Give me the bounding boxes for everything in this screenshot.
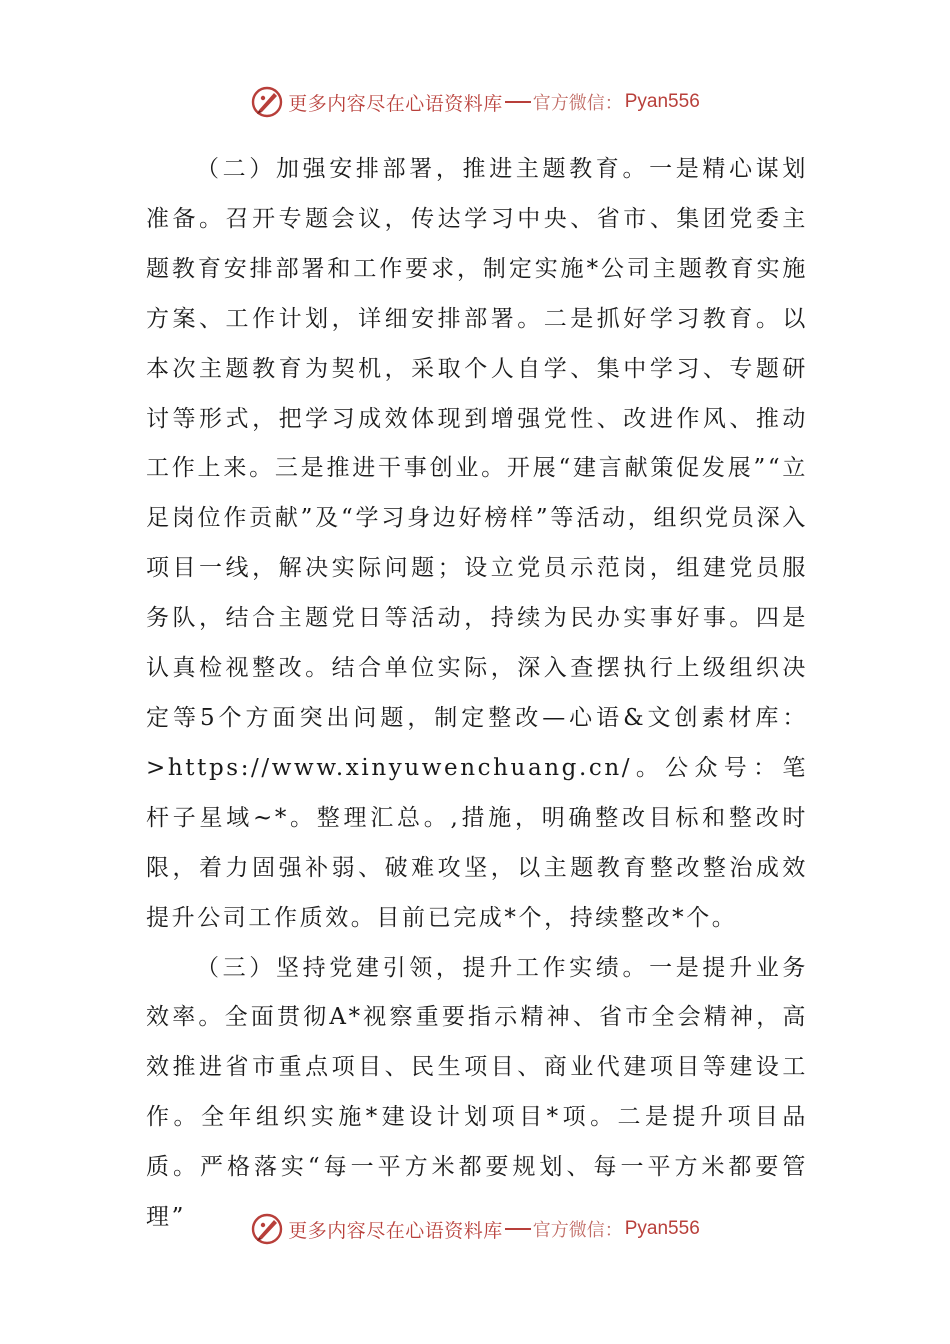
- footer-banner: [0, 1209, 950, 1249]
- pen-logo-icon: [250, 85, 284, 119]
- header-banner-wechat-id: Pyan556: [624, 91, 700, 112]
- footer-banner-subtitle: 官方微信：: [532, 1220, 623, 1241]
- footer-banner-wechat-id: Pyan556: [624, 1218, 700, 1239]
- footer-banner-title: 更多内容尽在心语资料库: [288, 1219, 503, 1242]
- pen-logo-icon: [250, 1212, 284, 1246]
- footer-banner-dash: [505, 1228, 531, 1230]
- header-banner-subtitle: 官方微信：: [532, 93, 623, 114]
- header-banner-dash: [505, 101, 531, 103]
- paragraph-2: （二）加强安排部署，推进主题教育。一是精心谋划准备。召开专题会议，传达学习中央、省市、集团党委主题教育安排部署和工作要求，制定实施*公司主题教育实施方案、工作计划，详细安排部署。二是抓好学习教育。以本次主题教育为契机，采取个人自学、集中学习、专题研讨等形式，把学习成效体现到增强党性、改进作风、推动工作上来。三是推进干事创业。开展“建言献策促发展”“立足岗位作贡献”及“学习身边好榜样”等活动，组织党员深入项目一线，解决实际问题；设立党员示范岗，组建党员服务队，结合主题党日等活动，持续为民办实事好事。四是认真检视整改。结合单位实际，深入查摆执行上级组织决定等5个方面突出问题，制定整改—心语&文创素材库：>https://www.xinyuwenchuang.cn/。公众号：笔杆子星域~*。整理汇总。,措施，明确整改目标和整改时限，着力固强补弱、破难攻坚，以主题教育整改整治成效提升公司工作质效。目前已完成*个，持续整改*个。: [146, 156, 808, 931]
- header-banner: [0, 82, 950, 122]
- document-body: [146, 145, 808, 1243]
- header-banner-title: 更多内容尽在心语资料库: [288, 92, 503, 115]
- paragraph-3: （三）坚持党建引领，提升工作实绩。一是提升业务效率。全面贯彻A*视察重要指示精神、省市全会精神，高效推进省市重点项目、民生项目、商业代建项目等建设工作。全年组织实施*建设计划项目*项。二是提升项目品质。严格落实“每一平方米都要规划、每一平方米都要管理”: [146, 954, 808, 1231]
